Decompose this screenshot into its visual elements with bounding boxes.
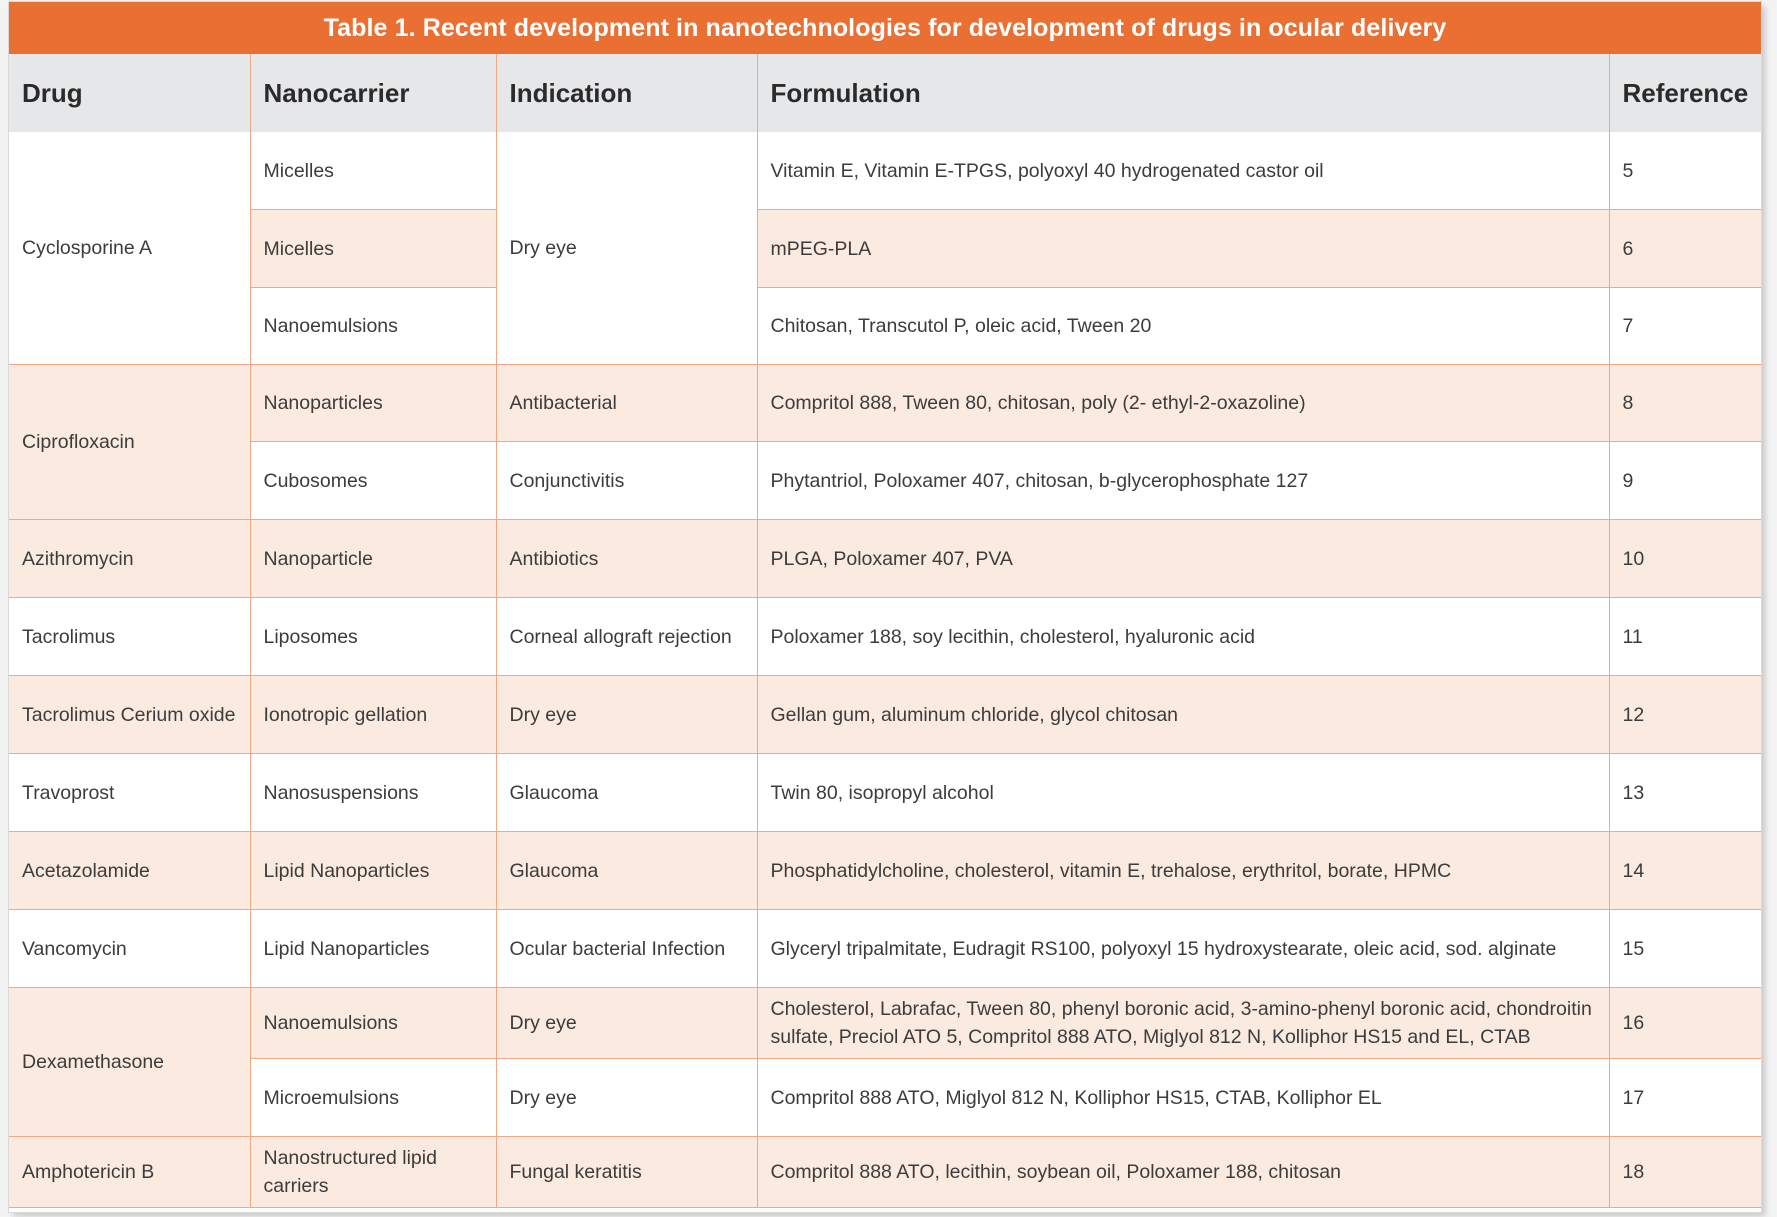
header-reference: Reference [1609,54,1761,132]
indication-cell: Glaucoma [496,754,757,832]
indication-cell: Antibacterial [496,365,757,442]
reference-cell: 17 [1609,1059,1761,1137]
indication-cell: Fungal keratitis [496,1137,757,1208]
indication-cell: Glaucoma [496,832,757,910]
formulation-cell: Phytantriol, Poloxamer 407, chitosan, b-glycerophosphate 127 [757,442,1609,520]
nanocarrier-cell: Microemulsions [250,1059,496,1137]
formulation-cell: PLGA, Poloxamer 407, PVA [757,520,1609,598]
header-drug: Drug [9,54,250,132]
drug-cell: Travoprost [9,754,250,832]
formulation-cell: mPEG-PLA [757,210,1609,288]
indication-cell: Antibiotics [496,520,757,598]
formulation-cell: Cholesterol, Labrafac, Tween 80, phenyl boronic acid, 3-amino-phenyl boronic acid, chondroitin sulfate, Preciol ATO 5, Compritol 888 ATO, Miglyol 812 N, Kolliphor HS15 and EL, CTAB [757,988,1609,1059]
drug-cell: Dexamethasone [9,988,250,1137]
drug-cell: Cyclosporine A [9,132,250,365]
nanocarrier-cell: Cubosomes [250,442,496,520]
table-frame [9,2,1761,1212]
reference-cell: 10 [1609,520,1761,598]
indication-cell: Dry eye [496,988,757,1059]
table-row [9,598,1761,676]
reference-cell: 15 [1609,910,1761,988]
formulation-cell: Compritol 888, Tween 80, chitosan, poly (2- ethyl-2-oxazoline) [757,365,1609,442]
header-indication: Indication [496,54,757,132]
reference-cell: 14 [1609,832,1761,910]
reference-cell: 18 [1609,1137,1761,1208]
reference-cell: 9 [1609,442,1761,520]
nanocarrier-cell: Nanostructured lipid carriers [250,1137,496,1208]
header-formulation: Formulation [757,54,1609,132]
drug-table [9,54,1761,1208]
nanocarrier-cell: Nanosuspensions [250,754,496,832]
nanocarrier-cell: Lipid Nanoparticles [250,832,496,910]
table-row [9,365,1761,442]
table-row [9,1059,1761,1137]
nanocarrier-cell: Nanoemulsions [250,988,496,1059]
drug-cell: Amphotericin B [9,1137,250,1208]
formulation-cell: Chitosan, Transcutol P, oleic acid, Tween 20 [757,288,1609,365]
nanocarrier-cell: Micelles [250,210,496,288]
drug-cell: Tacrolimus Cerium oxide [9,676,250,754]
indication-cell: Corneal allograft rejection [496,598,757,676]
header-nanocarrier: Nanocarrier [250,54,496,132]
table-row [9,520,1761,598]
reference-cell: 12 [1609,676,1761,754]
table-caption: Table 1. Recent development in nanotechnologies for development of drugs in ocular delivery [9,2,1761,54]
formulation-cell: Twin 80, isopropyl alcohol [757,754,1609,832]
table-row [9,288,1761,365]
formulation-cell: Vitamin E, Vitamin E-TPGS, polyoxyl 40 hydrogenated castor oil [757,132,1609,210]
indication-cell: Dry eye [496,676,757,754]
table-row [9,910,1761,988]
table-row [9,832,1761,910]
table-row [9,210,1761,288]
table-row [9,676,1761,754]
reference-cell: 8 [1609,365,1761,442]
reference-cell: 5 [1609,132,1761,210]
nanocarrier-cell: Ionotropic gellation [250,676,496,754]
nanocarrier-cell: Nanoemulsions [250,288,496,365]
table-row [9,754,1761,832]
drug-cell: Acetazolamide [9,832,250,910]
indication-cell: Ocular bacterial Infection [496,910,757,988]
table-row [9,132,1761,210]
reference-cell: 7 [1609,288,1761,365]
header-row [9,54,1761,132]
drug-cell: Azithromycin [9,520,250,598]
reference-cell: 16 [1609,988,1761,1059]
reference-cell: 11 [1609,598,1761,676]
formulation-cell: Gellan gum, aluminum chloride, glycol chitosan [757,676,1609,754]
nanocarrier-cell: Micelles [250,132,496,210]
formulation-cell: Compritol 888 ATO, Miglyol 812 N, Kolliphor HS15, CTAB, Kolliphor EL [757,1059,1609,1137]
table-row [9,1137,1761,1208]
reference-cell: 13 [1609,754,1761,832]
table-row [9,442,1761,520]
formulation-cell: Glyceryl tripalmitate, Eudragit RS100, polyoxyl 15 hydroxystearate, oleic acid, sod. alginate [757,910,1609,988]
nanocarrier-cell: Lipid Nanoparticles [250,910,496,988]
reference-cell: 6 [1609,210,1761,288]
formulation-cell: Compritol 888 ATO, lecithin, soybean oil, Poloxamer 188, chitosan [757,1137,1609,1208]
formulation-cell: Poloxamer 188, soy lecithin, cholesterol, hyaluronic acid [757,598,1609,676]
nanocarrier-cell: Liposomes [250,598,496,676]
drug-cell: Tacrolimus [9,598,250,676]
drug-cell: Ciprofloxacin [9,365,250,520]
drug-cell: Vancomycin [9,910,250,988]
indication-cell: Dry eye [496,132,757,365]
formulation-cell: Phosphatidylcholine, cholesterol, vitamin E, trehalose, erythritol, borate, HPMC [757,832,1609,910]
indication-cell: Dry eye [496,1059,757,1137]
table-row [9,988,1761,1059]
indication-cell: Conjunctivitis [496,442,757,520]
nanocarrier-cell: Nanoparticles [250,365,496,442]
nanocarrier-cell: Nanoparticle [250,520,496,598]
